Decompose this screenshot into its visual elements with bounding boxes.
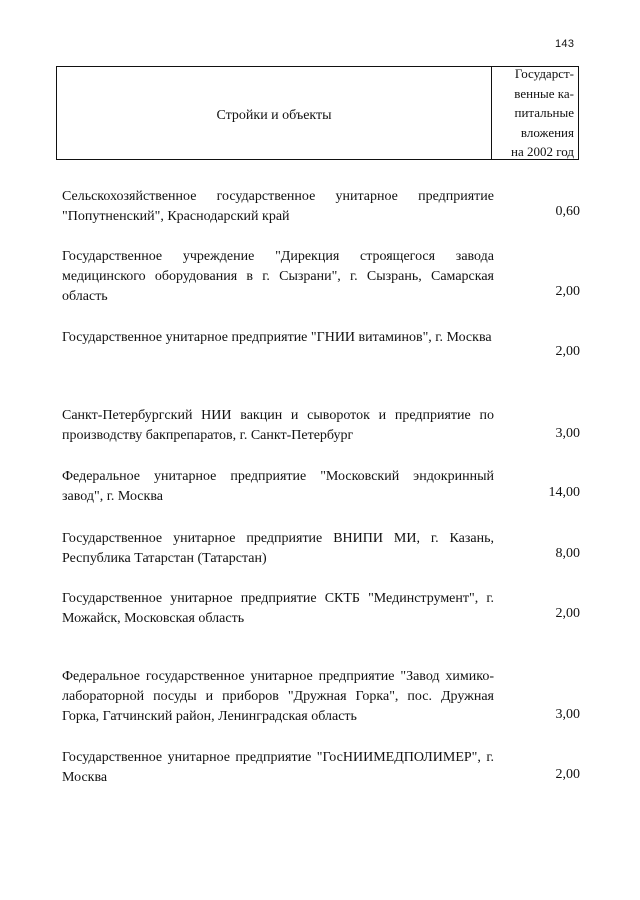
table-row	[62, 667, 580, 727]
object-name: Федеральное унитарное предприятие "Московский эндокринный завод", г. Москва	[62, 469, 494, 504]
column-header-investment-line: вложения	[520, 124, 574, 140]
object-name: Государственное унитарное предприятие СКТБ "Мединструмент", г. Можайск, Московская область	[62, 591, 494, 626]
table-row	[62, 589, 580, 629]
investment-value: 0,60	[555, 204, 580, 219]
investment-value: 2,00	[555, 284, 580, 299]
table-row	[62, 529, 580, 569]
investment-value: 2,00	[555, 767, 580, 782]
column-header-investment-line: питальные	[514, 105, 574, 121]
column-header-investment-line: на 2002 год	[511, 144, 574, 160]
column-header-investment-line: венные ка-	[514, 85, 574, 101]
table-header	[56, 66, 579, 160]
column-header-investment-line: Государст-	[514, 66, 574, 82]
object-name: Государственное учреждение "Дирекция строящегося завода медицинского оборудования в г. Сызрани", г. Сызрань, Самарская область	[62, 249, 494, 304]
table-row	[62, 748, 580, 788]
investment-value: 3,00	[555, 426, 580, 441]
object-name: Федеральное государственное унитарное предприятие "Завод химико-лабораторной посуды и приборов "Дружная Горка", пос. Дружная Горка, Гатчинский район, Ленинградская область	[62, 669, 494, 724]
investment-value: 2,00	[555, 606, 580, 621]
table-row	[62, 406, 580, 446]
page-number: 143	[555, 38, 575, 50]
table-row	[62, 247, 580, 307]
column-header-investment	[492, 67, 578, 159]
investment-value: 3,00	[555, 707, 580, 722]
investment-value: 8,00	[555, 546, 580, 561]
table-row	[62, 328, 580, 359]
table-row	[62, 467, 580, 507]
table-row	[62, 187, 580, 227]
object-name: Санкт-Петербургский НИИ вакцин и сывороток и предприятие по производству бакпрепаратов, г. Санкт-Петербург	[62, 408, 494, 443]
investment-value: 14,00	[548, 485, 580, 500]
investment-value: 2,00	[555, 344, 580, 359]
object-name: Государственное унитарное предприятие ВНИПИ МИ, г. Казань, Республика Татарстан (Татарстан)	[62, 531, 494, 566]
object-name: Государственное унитарное предприятие "ГосНИИМЕДПОЛИМЕР", г. Москва	[62, 750, 494, 785]
column-header-objects: Стройки и объекты	[57, 67, 492, 159]
object-name: Государственное унитарное предприятие "ГНИИ витаминов", г. Москва	[62, 330, 492, 345]
object-name: Сельскохозяйственное государственное унитарное предприятие "Попутненский", Краснодарский край	[62, 189, 494, 224]
